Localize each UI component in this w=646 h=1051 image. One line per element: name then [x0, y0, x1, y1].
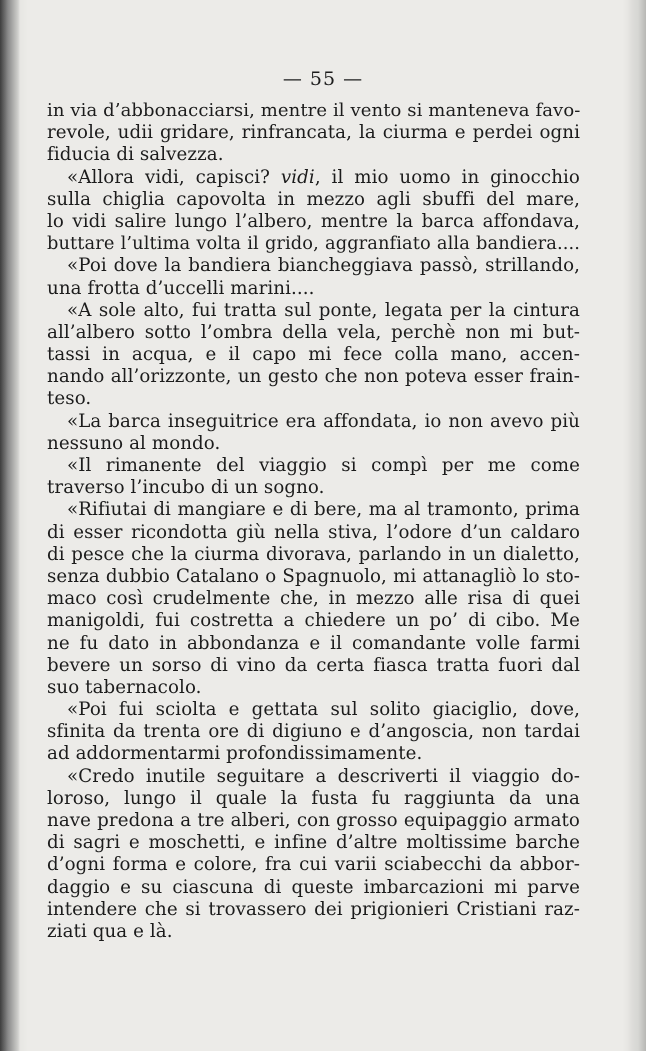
text-line: maco così crudelmente che, in mezzo alle risa di quei [47, 588, 580, 610]
text-line: sulla chiglia capovolta in mezzo agli sbuffi del mare, [47, 188, 580, 210]
text-line: «Credo inutile seguitare a descriverti il viaggio do- [67, 765, 580, 787]
text-line: daggio e su ciascuna di queste imbarcazioni mi parve [47, 876, 580, 898]
emphasis: vidi [280, 166, 315, 188]
text-line: «A sole alto, fui tratta sul ponte, legata per la cintura [67, 299, 580, 321]
text-line: manigoldi, fui costretta a chiedere un po’ di cibo. Me [47, 610, 580, 632]
text-line: «Rifiutai di mangiare e di bere, ma al tramonto, prima [67, 499, 580, 521]
text-line: senza dubbio Catalano o Spagnuolo, mi attanagliò lo sto- [47, 565, 580, 587]
text-line: in via d’abbonacciarsi, mentre il vento si manteneva favo- [47, 100, 581, 121]
text-line: lo vidi salire lungo l’albero, mentre la barca affondava, [47, 210, 580, 232]
text-line: traverso l’incubo di un sogno. [47, 477, 325, 499]
page-number: — 55 — [282, 68, 364, 90]
text-line: fiducia di salvezza. [47, 144, 224, 166]
text-line: di pesce che la ciurma divorava, parlando in un dialetto, [47, 543, 580, 565]
text-line: nave predona a tre alberi, con grosso equipaggio armato [47, 810, 580, 831]
text-line: all’albero sotto l’ombra della vela, perchè non mi but- [47, 321, 580, 343]
text-line: «La barca inseguitrice era affondata, io non avevo più [67, 410, 580, 432]
text-line: di esser ricondotta giù nella stiva, l’odore d’un caldaro [47, 521, 580, 543]
text-line: revole, udii gridare, rinfrancata, la ciurma e perdei ogni [47, 122, 580, 144]
text-line: loroso, lungo il quale la fusta fu raggiunta da una [47, 787, 580, 809]
text-line: intendere che si trovassero dei prigionieri Cristiani raz- [47, 898, 580, 920]
text-line: «Allora vidi, capisci? vidi, il mio uomo in ginocchio [67, 166, 580, 188]
text-line: di sagri e moschetti, e infine d’altre moltissime barche [47, 832, 580, 854]
text-line: bevere un sorso di vino da certa fiasca tratta fuori dal [47, 654, 580, 676]
text-line: ne fu dato in abbondanza e il comandante volle farmi [47, 632, 580, 654]
text-line: «Poi dove la bandiera biancheggiava passò, strillando, [67, 255, 580, 277]
text-line: sfinita da trenta ore di digiuno e d’angoscia, non tardai [47, 721, 580, 743]
text-line: suo tabernacolo. [47, 676, 202, 698]
page-edge-shadow [628, 0, 646, 1051]
text-line: una frotta d’uccelli marini.... [47, 277, 315, 299]
text-line: ad addormentarmi profondissimamente. [47, 743, 423, 765]
text-line: ziati qua e là. [47, 920, 173, 942]
text-line: «Il rimanente del viaggio si compì per me come [67, 455, 580, 476]
text-line: nando all’orizzonte, un gesto che non poteva esser frain- [47, 366, 580, 388]
text-line: d’ogni forma e colore, fra cui varii sciabecchi da abbor- [47, 854, 580, 876]
text-line: tassi in acqua, e il capo mi fece colla mano, accen- [47, 344, 580, 366]
text-line: teso. [47, 388, 92, 410]
page-binding-shadow [0, 0, 20, 1051]
body-text [47, 100, 580, 943]
text-line: «Poi fui sciolta e gettata sul solito giaciglio, dove, [67, 699, 580, 721]
text-line: buttare l’ultima volta il grido, aggranfiato alla bandiera.... [47, 233, 580, 255]
text-line: nessuno al mondo. [47, 432, 221, 454]
